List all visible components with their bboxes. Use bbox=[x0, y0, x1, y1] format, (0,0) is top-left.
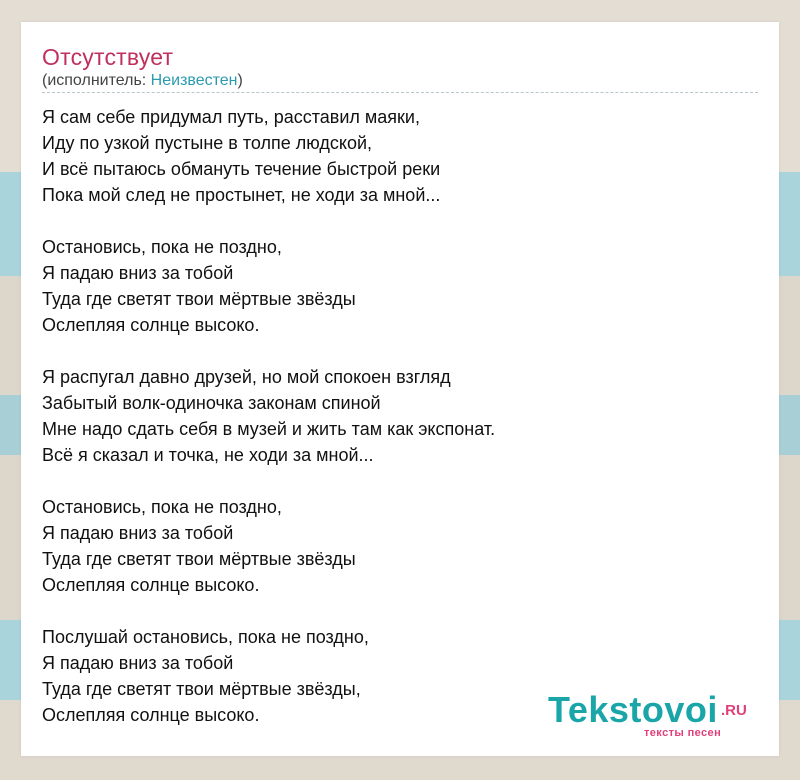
lyric-line: Всё я сказал и точка, не ходи за мной... bbox=[42, 445, 374, 465]
logo-wordmark: Tekstovoi bbox=[548, 689, 718, 730]
lyric-line: Мне надо сдать себя в музей и жить там как экспонат. bbox=[42, 419, 496, 439]
stanza-1 bbox=[42, 104, 762, 208]
stanza-2 bbox=[42, 234, 762, 338]
lyric-line: Туда где светят твои мёртвые звёзды bbox=[42, 289, 356, 309]
lyric-line: Послушай остановись, пока не поздно, bbox=[42, 627, 369, 647]
lyric-line: Я падаю вниз за тобой bbox=[42, 523, 234, 543]
lyrics-card bbox=[21, 22, 779, 756]
lyric-line: Ослепляя солнце высоко. bbox=[42, 315, 260, 335]
logo-tagline: тексты песен bbox=[644, 727, 722, 739]
artist-prefix: (исполнитель: bbox=[42, 72, 151, 89]
lyrics-text bbox=[42, 104, 762, 754]
lyric-line: Ослепляя солнце высоко. bbox=[42, 705, 260, 725]
stanza-3 bbox=[42, 364, 762, 468]
lyric-line: И всё пытаюсь обмануть течение быстрой реки bbox=[42, 159, 441, 179]
lyric-line: Забытый волк-одиночка законам спиной bbox=[42, 393, 381, 413]
site-logo[interactable] bbox=[548, 690, 758, 740]
lyric-line: Остановись, пока не поздно, bbox=[42, 237, 282, 257]
lyric-line: Остановись, пока не поздно, bbox=[42, 497, 282, 517]
lyric-line: Я сам себе придумал путь, расставил маяки, bbox=[42, 107, 420, 127]
lyric-line: Я падаю вниз за тобой bbox=[42, 263, 234, 283]
lyric-line: Я падаю вниз за тобой bbox=[42, 653, 234, 673]
title-divider bbox=[42, 92, 758, 93]
song-title: Отсутствует bbox=[42, 44, 174, 70]
logo-domain: .RU bbox=[721, 702, 747, 719]
lyric-line: Ослепляя солнце высоко. bbox=[42, 575, 260, 595]
stanza-4 bbox=[42, 494, 762, 598]
artist-link[interactable]: Неизвестен bbox=[150, 72, 238, 89]
artist-line bbox=[42, 72, 243, 90]
lyric-line: Я распугал давно друзей, но мой спокоен взгляд bbox=[42, 367, 451, 387]
lyric-line: Туда где светят твои мёртвые звёзды, bbox=[42, 679, 361, 699]
lyric-line: Иду по узкой пустыне в толпе людской, bbox=[42, 133, 373, 153]
artist-suffix: ) bbox=[237, 72, 243, 89]
lyric-line: Туда где светят твои мёртвые звёзды bbox=[42, 549, 356, 569]
lyric-line: Пока мой след не простынет, не ходи за мной... bbox=[42, 185, 441, 205]
